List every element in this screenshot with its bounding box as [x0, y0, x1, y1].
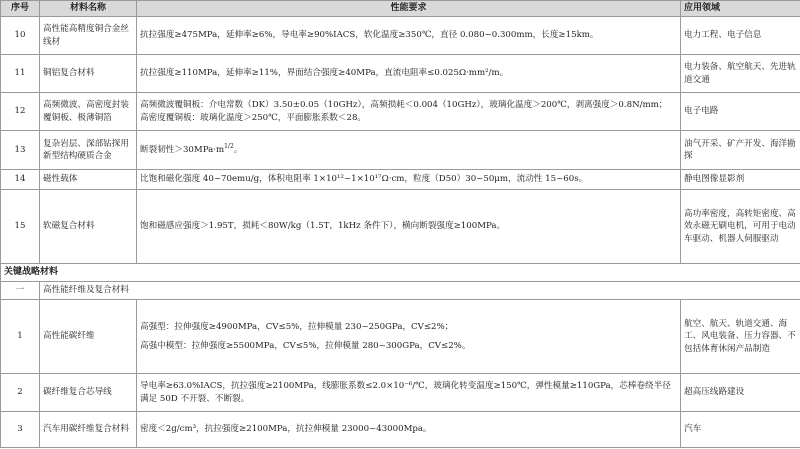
- perf-tail: 。: [233, 144, 243, 155]
- row-no: 12: [1, 93, 40, 131]
- subsection-row: [1, 282, 800, 300]
- table-row: [1, 170, 800, 190]
- table-row: [1, 93, 800, 131]
- row-name: 复杂岩层、深部钻探用新型结构硬质合金: [40, 131, 137, 170]
- row-app: 电子电路: [681, 93, 800, 131]
- row-app: 静电图像显影剂: [681, 170, 800, 190]
- row-name: 软磁复合材料: [40, 190, 137, 264]
- row-app: 超高压线路建设: [681, 374, 800, 412]
- row-no: 15: [1, 190, 40, 264]
- perf-line: 高密度覆铜板：玻璃化温度＞250℃，平面膨胀系数＜28。: [140, 112, 367, 123]
- row-no: 13: [1, 131, 40, 170]
- row-no: 2: [1, 374, 40, 412]
- row-name: 高性能碳纤维: [40, 300, 137, 374]
- header-no: 序号: [1, 1, 40, 17]
- row-no: 1: [1, 300, 40, 374]
- row-app: 油气开采、矿产开发、海洋勘探: [681, 131, 800, 170]
- section-row: [1, 264, 800, 282]
- table-row: [1, 55, 800, 93]
- section-title: 关键战略材料: [1, 264, 800, 282]
- row-perf: [137, 300, 681, 374]
- table-row: [1, 131, 800, 170]
- header-name: 材料名称: [40, 1, 137, 17]
- row-app: 航空、航天、轨道交通、海工、风电装备、压力容器、不包括体育休闲产品制造: [681, 300, 800, 374]
- header-perf: 性能要求: [137, 1, 681, 17]
- row-app: 汽车: [681, 412, 800, 448]
- table-row: [1, 412, 800, 448]
- row-perf: 抗拉强度≥475MPa，延伸率≥6%，导电率≥90%IACS，软化温度≥350℃，直径 0.080~0.300mm，长度≥15km。: [137, 17, 681, 55]
- row-no: 10: [1, 17, 40, 55]
- header-row: [1, 1, 800, 17]
- subsection-no: 一: [1, 282, 40, 300]
- row-app: 高功率密度，高转矩密度、高效永磁无刷电机，可用于电动车驱动、机器人伺服驱动: [681, 190, 800, 264]
- row-no: 3: [1, 412, 40, 448]
- perf-line: 高强中模型：拉伸强度≥5500MPa，CV≤5%，拉伸模量 280~300GPa，CV≤2%。: [140, 340, 471, 351]
- row-perf: 抗拉强度≥110MPa，延伸率≥11%，界面结合强度≥40MPa，直流电阻率≤0.025Ω·mm²/m。: [137, 55, 681, 93]
- header-app: 应用领域: [681, 1, 800, 17]
- row-perf: 饱和磁感应强度＞1.95T，损耗＜80W/kg（1.5T，1kHz 条件下），横向断裂强度≥100MPa。: [137, 190, 681, 264]
- table-row: [1, 300, 800, 374]
- perf-line: 高频微波覆铜板：介电常数（DK）3.50±0.05（10GHz），高频损耗＜0.004（10GHz），玻璃化温度＞200℃，剥离强度＞0.8N/mm；: [140, 100, 668, 110]
- row-name: 汽车用碳纤维复合材料: [40, 412, 137, 448]
- table-row: [1, 190, 800, 264]
- row-name: 高性能高精度铜合金丝线材: [40, 17, 137, 55]
- row-perf: 导电率≥63.0%IACS，抗拉强度≥2100MPa，线膨胀系数≤2.0×10⁻⁶/℃，玻璃化转变温度≥150℃，弹性模量≥110GPa，芯棒卷绕半径满足 50D 不开裂、不断裂。: [137, 374, 681, 412]
- row-name: 碳纤维复合芯导线: [40, 374, 137, 412]
- row-no: 11: [1, 55, 40, 93]
- perf-line: 高强型：拉伸强度≥4900MPa，CV≤5%，拉伸模量 230~250GPa，CV≤2%；: [140, 322, 454, 332]
- perf-text: 断裂韧性＞30MPa·m: [140, 144, 225, 155]
- perf-exponent: 1/2: [224, 142, 234, 150]
- table-row: [1, 17, 800, 55]
- table-row: [1, 374, 800, 412]
- row-perf: 比饱和磁化强度 40~70emu/g，体积电阻率 1×10¹²~1×10¹⁷Ω·cm，粒度（D50）30~50μm，流动性 15~60s。: [137, 170, 681, 190]
- row-name: 磁性载体: [40, 170, 137, 190]
- row-name: 高频微波、高密度封装覆铜板、极薄铜箔: [40, 93, 137, 131]
- row-no: 14: [1, 170, 40, 190]
- row-app: 电力工程、电子信息: [681, 17, 800, 55]
- subsection-title: 高性能纤维及复合材料: [40, 282, 800, 300]
- row-perf: [137, 93, 681, 131]
- row-perf: [137, 131, 681, 170]
- row-app: 电力装备、航空航天、先进轨道交通: [681, 55, 800, 93]
- row-perf: 密度＜2g/cm³，抗拉强度≥2100MPa，抗拉伸模量 23000~43000Mpa。: [137, 412, 681, 448]
- row-name: 铜铝复合材料: [40, 55, 137, 93]
